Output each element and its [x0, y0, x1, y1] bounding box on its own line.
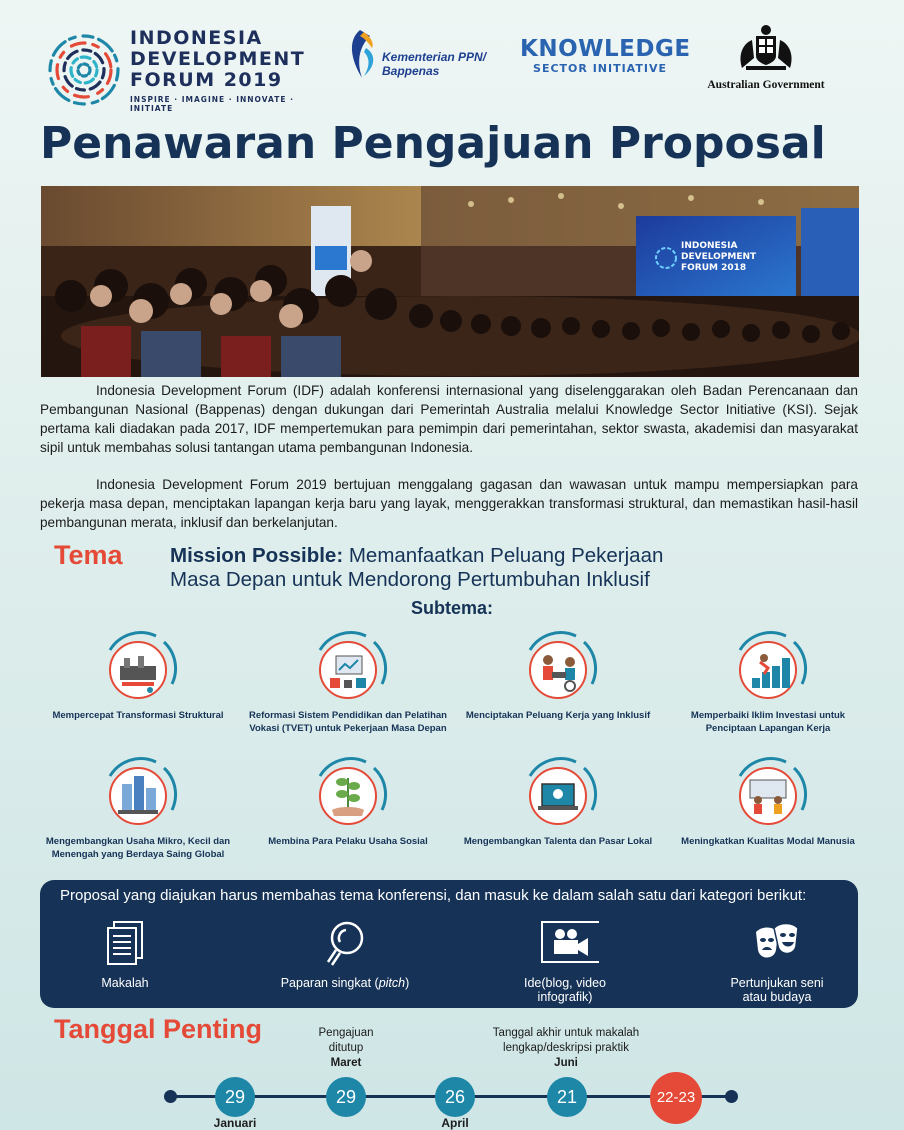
australian-government-logo — [706, 22, 826, 102]
subtema-item — [668, 628, 868, 735]
date-circle-1: 29 — [215, 1077, 255, 1117]
category-pitch — [260, 918, 430, 990]
date-month-1: Januari — [213, 1116, 257, 1130]
bappenas-emblem-icon — [346, 28, 382, 80]
idf-ring-icon — [46, 32, 122, 108]
note-pengajuan — [296, 1026, 396, 1071]
subtema-caption: Reformasi Sistem Pendidikan dan Pelatihan Vokasi (TVET) untuk Pekerjaan Masa Depan — [249, 710, 447, 734]
factory-icon — [98, 628, 178, 708]
screen-text-2: DEVELOPMENT — [681, 252, 757, 262]
pertunjukan-line2: atau budaya — [742, 990, 812, 1004]
lightbulb-icon — [320, 918, 370, 974]
timeline — [0, 1072, 904, 1130]
tema-line2: Masa Depan untuk Mendorong Pertumbuhan Inklusif — [170, 568, 650, 591]
subtema-caption: Mengembangkan Usaha Mikro, Kecil dan Menengah yang Berdaya Saing Global — [45, 836, 231, 860]
subtema-item — [248, 754, 448, 849]
category-label — [260, 976, 430, 990]
subtema-caption: Meningkatkan Kualitas Modal Manusia — [681, 836, 855, 847]
category-label — [692, 976, 862, 1004]
pitch-label-post: ) — [405, 976, 410, 990]
ksi-sub-text: SECTOR INITIATIVE — [533, 62, 667, 75]
note2-month: Juni — [554, 1057, 578, 1069]
date-circle-3: 26 — [435, 1077, 475, 1117]
timeline-start-dot — [164, 1090, 177, 1103]
intro-text — [40, 381, 858, 532]
coat-of-arms-icon — [734, 22, 798, 72]
education-icon — [308, 628, 388, 708]
note1-line1: Pengajuan — [318, 1027, 374, 1039]
kementerian-text — [382, 50, 486, 78]
subtema-caption: Memperbaiki Iklim Investasi untuk Penciptaan Lapangan Kerja — [690, 710, 846, 734]
date-circle-4: 21 — [547, 1077, 587, 1117]
note1-line2: ditutup — [328, 1042, 364, 1054]
video-camera-icon — [531, 918, 599, 974]
date-circle-2: 29 — [326, 1077, 366, 1117]
proposal-categories-box — [40, 880, 858, 1008]
kementerian-logo — [346, 28, 496, 88]
header-logos — [0, 22, 904, 112]
tema-line1: Memanfaatkan Peluang Pekerjaan — [343, 544, 664, 567]
kementerian-line1: Kementerian PPN/ — [382, 50, 487, 64]
subtema-caption: Membina Para Pelaku Usaha Sosial — [268, 836, 428, 847]
investment-chart-icon — [728, 628, 808, 708]
conference-photo — [41, 186, 859, 377]
category-label — [480, 976, 650, 1004]
subtema-item — [38, 628, 238, 723]
idf-line3: FORUM 2019 — [130, 69, 283, 91]
subtema-label: Subtema: — [410, 598, 493, 618]
document-icon — [100, 918, 150, 974]
timeline-end-dot — [725, 1090, 738, 1103]
workers-icon — [728, 754, 808, 834]
conference-photo-illustration — [41, 186, 859, 377]
australian-government-text: Australian Government — [707, 79, 825, 91]
pitch-label-pre: Paparan singkat ( — [280, 976, 379, 990]
ksi-logo — [520, 36, 691, 96]
screen-text-3: FORUM 2018 — [681, 263, 747, 273]
subtema-item — [38, 754, 238, 861]
kementerian-line2: Bappenas — [382, 64, 440, 78]
tema-bold: Mission Possible: — [170, 544, 344, 567]
ide-line1: Ide(blog, video — [523, 976, 606, 990]
theater-masks-icon — [752, 918, 802, 974]
subtema-caption: Mempercepat Transformasi Struktural — [52, 710, 224, 721]
note2-line2: lengkap/deskripsi praktik — [503, 1042, 629, 1054]
intro-paragraph-2: Indonesia Development Forum 2019 bertujuan menggalang gagasan dan wawasan untuk mampu mempersiapkan para pekerja masa depan, menciptakan lapangan kerja baru yang layak, menggerakkan transformasi struktural, dan memastikan hasil-hasil pembangunan merata, inklusif dan berkelanjutan. — [40, 477, 858, 530]
idf-line2: DEVELOPMENT — [130, 48, 306, 70]
date-circle-5: 22-23 — [650, 1072, 702, 1124]
tanggal-penting-label: Tanggal Penting — [54, 1014, 262, 1044]
idf-logo — [46, 27, 316, 113]
category-label: Makalah — [101, 976, 149, 990]
subtema-item — [668, 754, 868, 849]
intro-paragraph-1: Indonesia Development Forum (IDF) adalah konferensi internasional yang diselenggarakan oleh Badan Perencanaan dan Pembangunan Nasional (Bappenas) dengan dukungan dari Pemerintah Australia melalui Knowledge Sector Initiative (KSI). Sejak pertama kali diadakan pada 2017, IDF mempertemukan para pemimpin dari pemerintahan, sektor swasta, akademisi dan masyarakat sipil untuk membahas solusi tantangan utama pembangunan Indonesia. — [40, 383, 858, 455]
city-icon — [98, 754, 178, 834]
subtema-caption: Mengembangkan Talenta dan Pasar Lokal — [463, 836, 653, 847]
subtema-item — [458, 628, 658, 723]
laptop-talent-icon — [518, 754, 598, 834]
idf-logo-text — [130, 28, 316, 113]
subtema-item — [458, 754, 658, 849]
idf-tagline: INSPIRE · IMAGINE · INNOVATE · INITIATE — [130, 95, 294, 113]
idf-line1: INDONESIA — [130, 27, 263, 49]
pitch-label-em: pitch — [378, 976, 406, 990]
ide-line2: infografik) — [537, 990, 593, 1004]
plant-hands-icon — [308, 754, 388, 834]
subtema-caption: Menciptakan Peluang Kerja yang Inklusif — [465, 710, 651, 721]
page-title: Penawaran Pengajuan Proposal — [40, 118, 826, 169]
note1-month: Maret — [330, 1057, 362, 1069]
category-pertunjukan — [692, 918, 862, 1004]
pertunjukan-line1: Pertunjukan seni — [730, 976, 824, 990]
date-month-3: April — [441, 1116, 469, 1130]
category-ide — [480, 918, 650, 1004]
inclusive-work-icon — [518, 628, 598, 708]
screen-text-1: INDONESIA — [681, 241, 738, 251]
note2-line1: Tanggal akhir untuk makalah — [492, 1027, 640, 1039]
tema-text — [170, 544, 810, 592]
category-makalah — [40, 918, 210, 990]
subtema-item — [248, 628, 448, 735]
note-tanggal-akhir — [466, 1026, 666, 1071]
proposal-intro: Proposal yang diajukan harus membahas tema konferensi, dan masuk ke dalam salah satu dari kategori berikut: — [60, 887, 807, 904]
tema-label: Tema — [54, 540, 123, 570]
ksi-main-text: KNOWLEDGE — [520, 36, 691, 62]
